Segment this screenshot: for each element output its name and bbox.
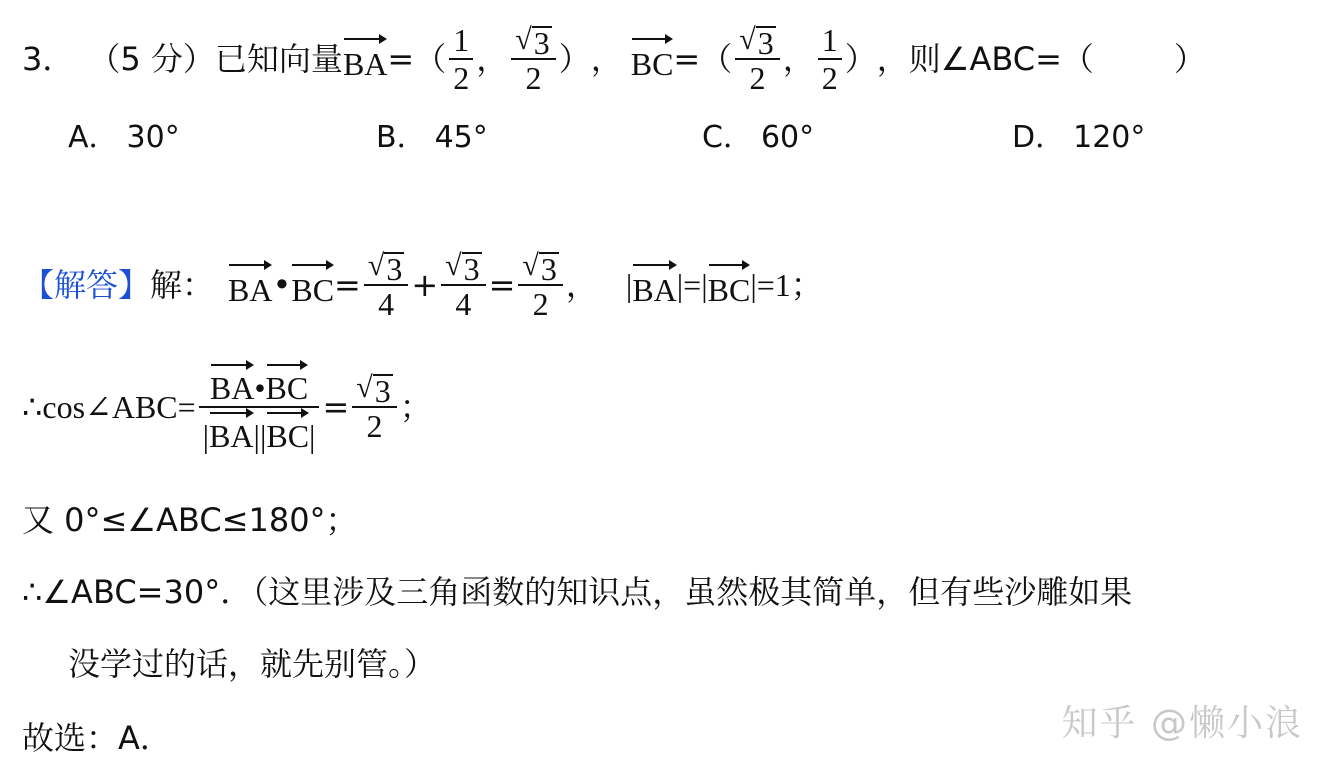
solution-line-conclusion: ∴∠ABC=30°．（这里涉及三角函数的知识点，虽然极其简单，但有些沙雕如果 — [22, 573, 1133, 611]
option-b[interactable] — [376, 112, 488, 156]
vector-ba: BA — [209, 408, 253, 454]
fraction-denominator: 2 — [525, 60, 542, 96]
fraction-denominator: 2 — [749, 60, 766, 96]
option-a[interactable] — [68, 112, 180, 156]
fraction-one-half — [449, 22, 473, 96]
dot-operator: • — [272, 266, 292, 304]
option-label: B． — [376, 120, 427, 155]
option-label: A． — [68, 120, 119, 155]
sqrt-radicand: 3 — [374, 373, 391, 409]
fraction-numerator: 1 — [453, 22, 470, 58]
vector-bc: BC — [266, 360, 309, 406]
vector-ba: BA — [632, 260, 676, 310]
magnitude-equals: |=| — [676, 267, 708, 303]
sqrt-radicand: 3 — [757, 25, 774, 61]
sqrt-radicand: 3 — [386, 251, 403, 287]
equals-open: =（ — [673, 40, 733, 78]
sqrt-radicand: 3 — [533, 25, 550, 61]
question-number: 3． — [22, 40, 75, 78]
fraction-denominator: 2 — [453, 60, 470, 96]
vector-ba: BA — [228, 260, 272, 310]
answer-blank-close: ） — [1173, 40, 1206, 78]
vector-bc: BC — [708, 260, 751, 310]
question-line — [22, 22, 1206, 96]
comma: ， — [565, 266, 598, 304]
abs-bar: | — [309, 418, 316, 454]
fraction-sqrt3-half — [735, 22, 779, 96]
fraction-sqrt3-half — [518, 248, 562, 322]
vector-ba: BA — [210, 360, 254, 406]
fraction-sqrt3-quarter — [364, 248, 408, 322]
then-angle: ，则∠ABC=（ — [876, 40, 1094, 78]
therefore-symbol: ∴ — [22, 388, 43, 426]
fraction-numerator: 1 — [821, 22, 838, 58]
option-c[interactable] — [702, 112, 814, 156]
comma: ， — [782, 40, 815, 78]
vector-bc: BC — [291, 260, 334, 310]
solution-header: 【解答】 — [22, 266, 151, 304]
abs-bar: | — [202, 418, 210, 454]
equals-sign: = — [334, 266, 361, 304]
abs-bar: | — [259, 418, 267, 454]
dot-operator: • — [254, 370, 266, 406]
sqrt-expression: √ 3 — [522, 249, 557, 287]
equals-sign: = — [322, 388, 350, 426]
cos-expression: cos∠ABC= — [42, 389, 196, 425]
magnitude-result: |=1； — [750, 267, 823, 303]
sqrt-radicand: 3 — [463, 251, 480, 287]
fraction-denominator: 4 — [378, 286, 395, 322]
solution-jie: 解： — [150, 266, 215, 304]
equals-sign: = — [488, 266, 516, 304]
fraction-denominator: 2 — [532, 286, 549, 322]
question-stem: 已知向量 — [214, 40, 343, 78]
final-answer: 故选：A． — [22, 719, 172, 757]
sqrt-expression: √ 3 — [356, 371, 391, 409]
fraction-denominator: 2 — [821, 60, 838, 96]
options-row — [0, 112, 1339, 156]
sqrt-expression: √ 3 — [515, 23, 550, 61]
fraction-cos-formula — [199, 360, 320, 454]
sqrt-expression: √ 3 — [367, 249, 403, 287]
abs-bar: | — [625, 267, 633, 303]
solution-line-conclusion-cont: 没学过的话，就先别管。） — [68, 645, 437, 683]
equals-open: =（ — [387, 40, 447, 78]
vector-ba: BA — [343, 34, 387, 84]
option-value: 120° — [1073, 120, 1146, 155]
sqrt-expression: √ 3 — [445, 249, 480, 287]
fraction-sqrt3-quarter — [441, 248, 485, 322]
semicolon: ； — [399, 388, 432, 426]
fraction-denominator: 4 — [455, 286, 472, 322]
close-paren: ） — [844, 40, 877, 78]
option-d[interactable] — [1012, 112, 1145, 156]
abs-bar: | — [253, 418, 260, 454]
vector-bc: BC — [266, 408, 309, 454]
option-value: 60° — [760, 120, 815, 155]
option-label: C． — [702, 120, 753, 155]
solution-line-dot-product — [22, 248, 823, 322]
option-value: 45° — [434, 120, 488, 155]
fraction-sqrt3-half — [352, 370, 396, 444]
solution-line-range: 又 0°≤∠ABC≤180°； — [22, 501, 358, 539]
fraction-one-half — [818, 22, 842, 96]
comma: ， — [590, 40, 623, 78]
question-score: （5 分） — [88, 40, 215, 78]
fraction-denominator — [199, 408, 320, 454]
sqrt-expression: √ 3 — [739, 23, 774, 61]
fraction-numerator — [206, 360, 312, 406]
comma: ， — [476, 40, 509, 78]
fraction-denominator: 2 — [366, 408, 383, 444]
fraction-sqrt3-half — [511, 22, 555, 96]
sqrt-radicand: 3 — [540, 251, 557, 287]
close-paren: ） — [558, 40, 591, 78]
solution-line-cos — [22, 360, 432, 454]
vector-bc: BC — [631, 34, 674, 84]
watermark: 知乎 @懒小浪 — [1061, 703, 1303, 744]
option-value: 30° — [126, 120, 180, 155]
option-label: D． — [1012, 120, 1066, 155]
plus-sign: + — [411, 266, 439, 304]
